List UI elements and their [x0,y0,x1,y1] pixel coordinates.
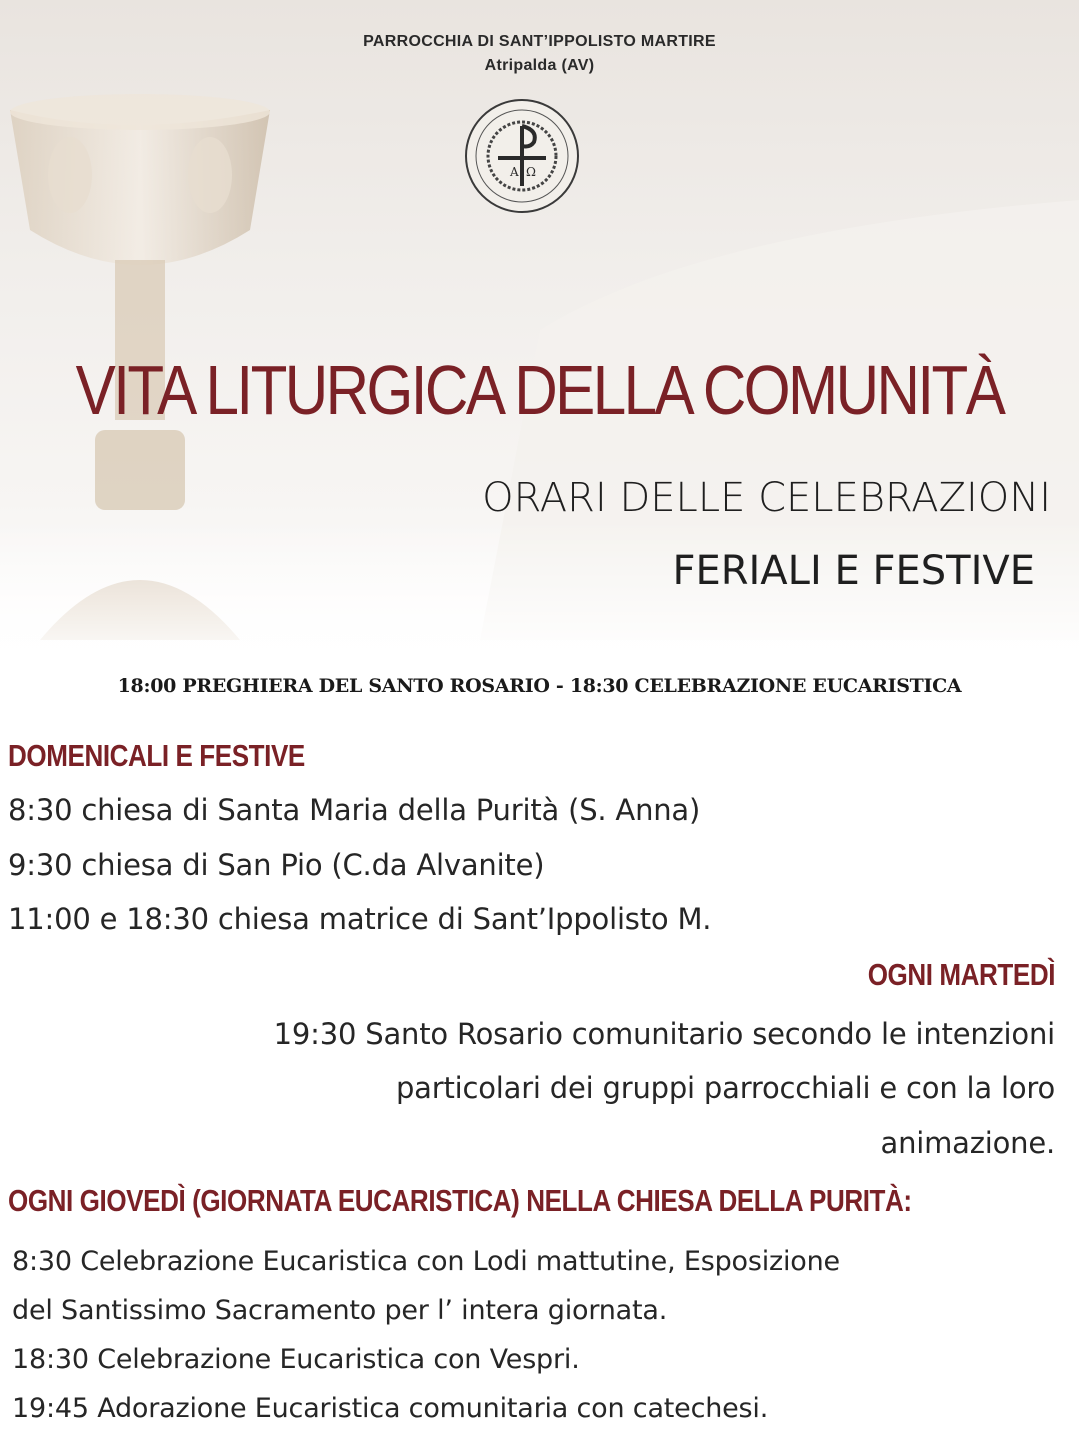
tuesday-line: 19:30 Santo Rosario comunitario secondo le intenzioni [273,1017,1055,1051]
sunday-item: 11:00 e 18:30 chiesa matrice di Sant’Ippolisto M. [8,902,712,936]
page-title: VITA LITURGICA DELLA COMUNITÀ [75,351,1004,429]
daily-schedule: 18:00 PREGHIERA DEL SANTO ROSARIO - 18:30 CELEBRAZIONE EUCARISTICA [117,675,962,697]
subtitle-line-2: FERIALI E FESTIVE [672,548,1035,594]
subtitle-line-1: ORARI DELLE CELEBRAZIONI [482,475,1051,521]
svg-text:Ω: Ω [526,165,536,179]
sunday-item: 9:30 chiesa di San Pio (C.da Alvanite) [8,848,545,882]
parish-seal-icon [462,96,582,216]
thursday-line: del Santissimo Sacramento per l’ intera giornata. [12,1295,668,1326]
parish-header [0,30,1079,78]
parish-town: Atripalda (AV) [484,57,595,74]
sunday-item: 8:30 chiesa di Santa Maria della Purità (S. Anna) [8,793,701,827]
thursday-line: 18:30 Celebrazione Eucaristica con Vespri. [12,1344,580,1375]
parish-name: PARROCCHIA DI SANT’IPPOLISTO MARTIRE [363,33,716,50]
tuesday-line: particolari dei gruppi parrocchiali e con la loro [395,1071,1055,1105]
heading-thursday: OGNI GIOVEDÌ (GIORNATA EUCARISTICA) NELLA CHIESA DELLA PURITÀ: [8,1183,912,1218]
thursday-line: 8:30 Celebrazione Eucaristica con Lodi mattutine, Esposizione [12,1246,840,1277]
tuesday-line: animazione. [880,1126,1055,1160]
svg-text:A: A [510,165,519,179]
thursday-line: 19:45 Adorazione Eucaristica comunitaria con catechesi. [12,1393,769,1424]
heading-tuesday: OGNI MARTEDÌ [867,957,1055,992]
heading-sundays: DOMENICALI E FESTIVE [8,738,305,773]
